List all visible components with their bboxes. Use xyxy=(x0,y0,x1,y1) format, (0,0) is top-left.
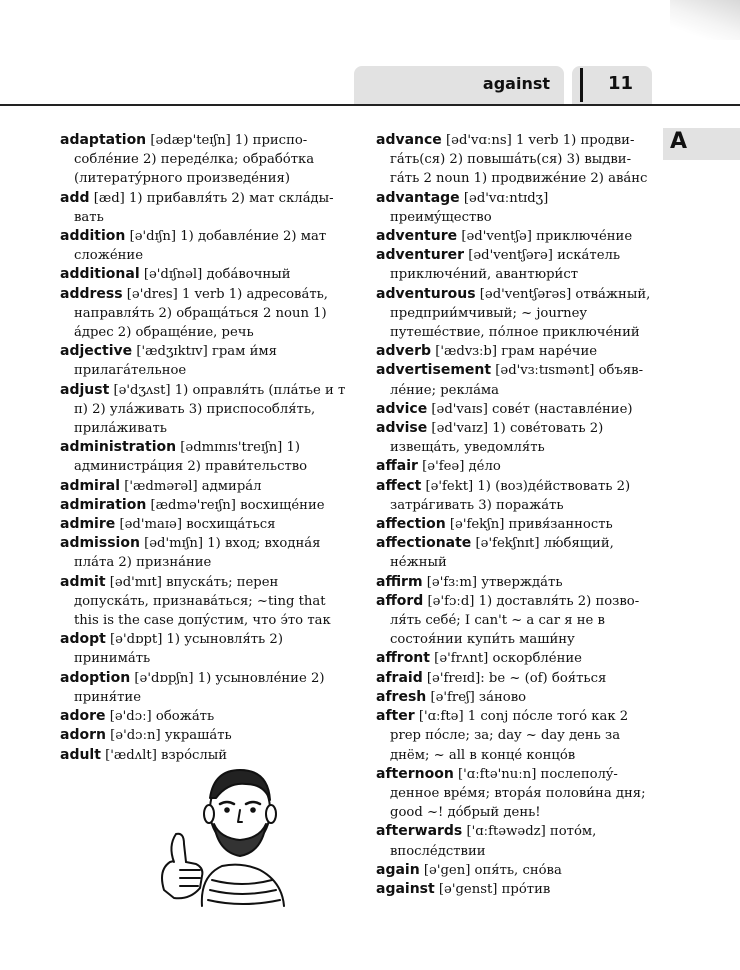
dictionary-entry xyxy=(376,861,652,880)
entry-headword: advance xyxy=(376,132,442,148)
entry-definition: [əd'mɪt] впускáть; перен допускáть, признавáться; ~ting that this is the case допýстим, что э́то так xyxy=(74,574,331,629)
entry-headword: advantage xyxy=(376,189,460,206)
entry-definition: [ə'fɜːm] утверждáть xyxy=(422,574,563,590)
entry-headword: adjust xyxy=(60,381,110,398)
entry-definition: [ə'dɒpt] 1) усыновля́ть 2) принимáть xyxy=(74,632,283,667)
running-head-word: against xyxy=(482,74,550,93)
dictionary-entry xyxy=(376,131,652,189)
entry-headword: addition xyxy=(60,228,126,245)
entry-headword: afternoon xyxy=(376,765,454,782)
left-column xyxy=(60,131,352,765)
entry-definition: [ə'fekʃnɪt] лю́бящий, нéжный xyxy=(390,536,614,571)
dictionary-entry xyxy=(376,342,652,361)
entry-definition: ['ædmərəl] адмирáл xyxy=(120,478,262,494)
entry-headword: adopt xyxy=(60,631,106,648)
entry-definition: ['ɑːftə] 1 conj пóсле тогó как 2 prep пóсле; за; day ~ day день за днём; ~ all в концé концóв xyxy=(390,709,629,763)
entry-headword: affectionate xyxy=(376,535,472,552)
page-number: 11 xyxy=(608,73,634,94)
entry-definition: [ə'fekʃn] привя́занность xyxy=(445,517,613,533)
dictionary-entry xyxy=(376,649,652,668)
entry-headword: address xyxy=(60,285,123,302)
entry-definition: [əd'ventʃərə] искáтель приключéний, авантюри́ст xyxy=(390,248,621,283)
dictionary-entry xyxy=(376,822,652,860)
entry-definition: ['ædvɜːb] грам нарéчие xyxy=(431,344,598,360)
entry-definition: ['ɑːftəwədz] потóм, впослéдствии xyxy=(390,824,597,859)
entry-definition: [əd'ventʃə] приключéние xyxy=(457,229,633,245)
entry-definition: ['ædʒɪktɪv] грам и́мя прилагáтельное xyxy=(74,344,277,379)
dictionary-entry xyxy=(60,669,352,707)
entry-headword: adore xyxy=(60,708,106,725)
entry-headword: afterwards xyxy=(376,823,463,840)
entry-headword: administration xyxy=(60,439,177,456)
entry-definition: [əd'maɪə] восхищáться xyxy=(115,517,276,533)
entry-definition: [əd'vɑːns] 1 verb 1) продвигáть(ся) 2) повышáть(ся) 3) выдвигáть 2 noun 1) продвижéние 2) авáнс xyxy=(390,133,648,187)
dictionary-entry xyxy=(60,496,352,515)
header-rule xyxy=(0,104,740,106)
dictionary-entry xyxy=(60,342,352,380)
dictionary-entry xyxy=(376,573,652,592)
dictionary-entry xyxy=(60,131,352,189)
entry-definition: [əd'vɑːntɪdʒ] преимýщество xyxy=(390,190,549,225)
entry-headword: adult xyxy=(60,746,101,763)
dictionary-entry xyxy=(376,246,652,284)
entry-definition: [əd'mɪʃn] 1) вход; входнáя плáта 2) признáние xyxy=(74,536,321,571)
entry-definition: [əd'ventʃərəs] отвáжный, предприи́мчивый; ~ journey путешéствие, пóлное приключéний xyxy=(390,286,651,341)
dictionary-entry xyxy=(376,400,652,419)
dictionary-entry xyxy=(376,515,652,534)
dictionary-entry xyxy=(376,765,652,823)
entry-definition: [ə'dres] 1 verb 1) адресовáть, направля́ть 2) обращáться 2 noun 1) áдрес 2) обращéние, речь xyxy=(74,286,328,341)
dictionary-entry xyxy=(60,189,352,227)
dictionary-entry xyxy=(60,534,352,572)
entry-headword: affront xyxy=(376,650,430,667)
entry-headword: against xyxy=(376,880,435,897)
dictionary-entry xyxy=(60,630,352,668)
entry-definition: [ədmɪnɪs'treɪʃn] 1) администрáция 2) прави́тельство xyxy=(74,440,308,475)
dictionary-entry xyxy=(376,477,652,515)
entry-headword: admit xyxy=(60,573,106,590)
dictionary-entry xyxy=(60,573,352,631)
entry-definition: [ədæp'teɪʃn] 1) приспособлéние 2) передéлка; обрабóтка (литератýрного произведéния) xyxy=(74,133,315,187)
entry-headword: admiral xyxy=(60,477,121,494)
entry-headword: adjective xyxy=(60,343,133,360)
entry-headword: additional xyxy=(60,266,140,283)
dictionary-entry xyxy=(376,189,652,227)
page-number-tab xyxy=(572,66,652,106)
entry-headword: admiration xyxy=(60,496,147,513)
entry-headword: admission xyxy=(60,535,140,552)
entry-definition: [ə'dɔː] обожáть xyxy=(105,709,215,725)
entry-definition: [əd'vɜːtɪsmənt] объявлéние; реклáма xyxy=(390,363,644,398)
letter-thumb-tab xyxy=(663,128,740,160)
dictionary-entry xyxy=(60,438,352,476)
dictionary-entry xyxy=(376,419,652,457)
entry-definition: ['ɑːftə'nuːn] послеполýденное врéмя; вторáя полови́на дня; good ~! дóбрый день! xyxy=(390,766,646,821)
dictionary-entry xyxy=(376,880,652,899)
entry-definition: [ædmə'reɪʃn] восхищéние xyxy=(146,497,325,513)
entry-headword: afresh xyxy=(376,688,427,705)
entry-headword: affair xyxy=(376,458,418,475)
dictionary-entry xyxy=(376,285,652,343)
entry-definition: [ə'fekt] 1) (воз)дéйствовать 2) затрáгивать 3) поражáть xyxy=(390,478,631,513)
dictionary-entry xyxy=(60,285,352,343)
entry-headword: advise xyxy=(376,420,428,437)
dictionary-entry xyxy=(60,707,352,726)
entry-headword: affection xyxy=(376,516,446,533)
entry-definition: [ə'dʒʌst] 1) оправля́ть (плáтье и т п) 2) улáживать 3) приспособля́ть, прилáживать xyxy=(74,382,346,437)
entry-headword: adoption xyxy=(60,669,131,686)
entry-headword: afford xyxy=(376,592,424,609)
entry-definition: [ə'dɪʃn] 1) добавлéние 2) мат сложéние xyxy=(74,229,327,264)
entry-definition: [əd'vaɪz] 1) совéтовать 2) извещáть, уведомля́ть xyxy=(390,421,604,456)
dictionary-entry xyxy=(376,457,652,476)
entry-headword: adventurer xyxy=(376,247,465,264)
man-thumbs-up-illustration xyxy=(150,758,290,908)
entry-headword: add xyxy=(60,189,90,206)
dictionary-entry xyxy=(376,707,652,765)
entry-headword: admire xyxy=(60,516,116,533)
entry-headword: affect xyxy=(376,477,422,494)
dictionary-entry xyxy=(376,227,652,246)
header-divider xyxy=(580,68,583,102)
dictionary-entry xyxy=(376,592,652,650)
entry-headword: afraid xyxy=(376,669,423,686)
entry-headword: adaptation xyxy=(60,132,147,148)
entry-headword: advertisement xyxy=(376,362,492,379)
entry-definition: ['ædʌlt] взрóслый xyxy=(100,747,228,763)
dictionary-entry xyxy=(60,477,352,496)
entry-headword: advice xyxy=(376,400,428,417)
page-curl-shadow xyxy=(670,0,740,40)
entry-definition: [ə'dɒpʃn] 1) усыновлéние 2) приня́тие xyxy=(74,670,325,705)
entry-definition: [ə'genst] прóтив xyxy=(434,881,551,897)
dictionary-entry xyxy=(60,381,352,439)
dictionary-entry xyxy=(376,688,652,707)
entry-headword: adventurous xyxy=(376,285,476,302)
dictionary-entry xyxy=(60,515,352,534)
entry-definition: [əd'vaɪs] совéт (наставлéние) xyxy=(427,401,633,417)
section-letter: A xyxy=(670,129,688,154)
entry-headword: adorn xyxy=(60,727,106,744)
entry-definition: [ə'freɪd]: be ~ (of) боя́ться xyxy=(422,670,607,686)
dictionary-entry xyxy=(60,265,352,284)
right-column xyxy=(376,131,652,899)
dictionary-entry xyxy=(376,669,652,688)
dictionary-entry xyxy=(60,227,352,265)
entry-headword: after xyxy=(376,708,415,725)
entry-definition: [ə'dɔːn] украшáть xyxy=(105,728,232,744)
entry-definition: [ə'feə] дéло xyxy=(417,459,501,475)
entry-definition: [ə'fɔːd] 1) доставля́ть 2) позволя́ть себé; I can't ~ a car я не в состоя́нии купи́ть маши́ну xyxy=(390,593,640,648)
dictionary-entry xyxy=(376,361,652,399)
dictionary-entry xyxy=(376,534,652,572)
entry-headword: adverb xyxy=(376,343,432,360)
entry-headword: again xyxy=(376,861,420,878)
entry-headword: affirm xyxy=(376,573,423,590)
entry-definition: [ə'dɪʃnəl] добáвочный xyxy=(139,267,291,283)
dictionary-entry xyxy=(60,726,352,745)
entry-headword: adventure xyxy=(376,228,458,245)
entry-definition: [ə'frʌnt] оскорблéние xyxy=(429,651,582,667)
entry-definition: [ə'freʃ] зáново xyxy=(426,689,527,705)
entry-definition: [æd] 1) прибавля́ть 2) мат склáдывать xyxy=(74,190,334,225)
running-head-tab xyxy=(354,66,564,106)
entry-definition: [ə'gen] опя́ть, снóва xyxy=(419,862,562,878)
